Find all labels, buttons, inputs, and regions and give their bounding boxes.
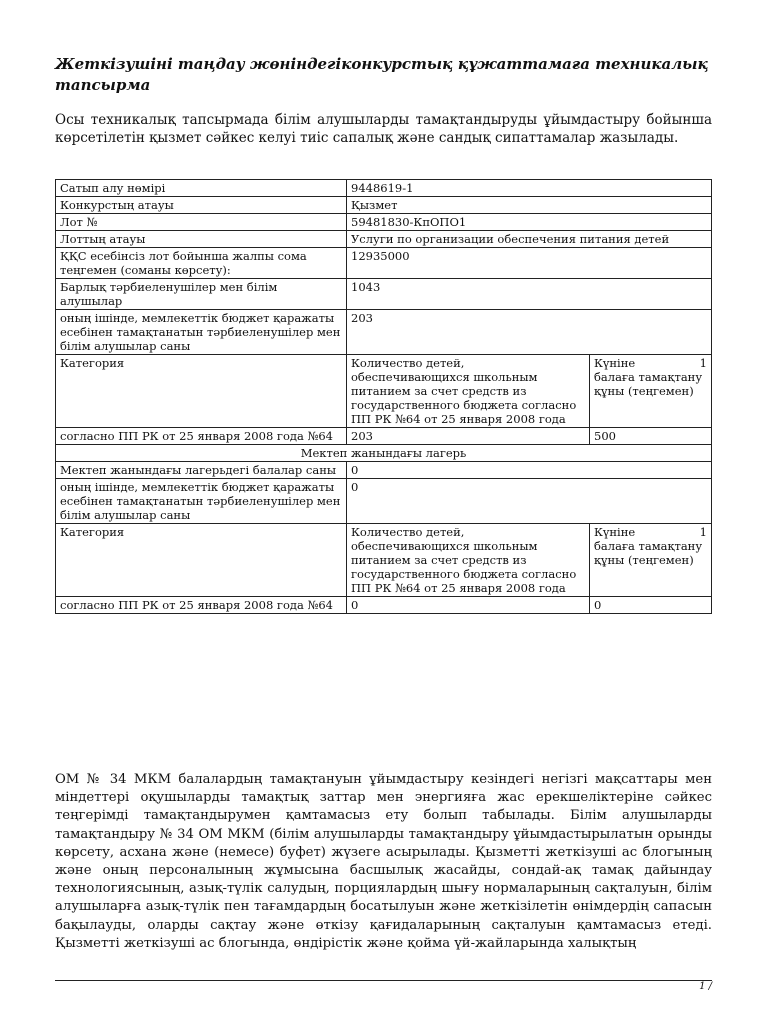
intro-paragraph: Осы техникалық тапсырмада білім алушыларды тамақтандыруды ұйымдастыру бойынша көрсетілетін қызмет сәйкес келуі тиіс сапалық және сандық сипаттамалар жазылады. — [55, 112, 712, 146]
category-cost-header — [590, 355, 712, 428]
table-row — [56, 597, 712, 614]
daily-label-b: 1 — [699, 356, 707, 370]
lot-name-value: Услуги по организации обеспечения питания детей — [347, 231, 712, 248]
table-row — [56, 479, 712, 524]
total-sum-label: ҚҚС есебінсіз лот бойынша жалпы сома теңгемен (соманы көрсету): — [56, 248, 347, 279]
daily-label-c: балаға тамақтану құны (теңгемен) — [594, 370, 703, 398]
category-row-label: согласно ПП РК от 25 января 2008 года №64 — [56, 428, 347, 445]
table-row — [56, 197, 712, 214]
table-row — [56, 279, 712, 310]
document-title: Жеткізушіні таңдау жөніндегіконкурстық құжаттамаға техникалық тапсырма — [55, 55, 709, 94]
camp-category-row-cost: 0 — [590, 597, 712, 614]
category-label: Категория — [56, 355, 347, 428]
table-row — [56, 231, 712, 248]
table-row — [56, 248, 712, 279]
contest-name-label: Конкурстың атауы — [56, 197, 347, 214]
category-row-count: 203 — [347, 428, 590, 445]
purchase-no-value: 9448619-1 — [347, 180, 712, 197]
table-row — [56, 214, 712, 231]
page-number: 1 / — [699, 981, 712, 992]
table-row — [56, 445, 712, 462]
table-row — [56, 462, 712, 479]
camp-daily-label-c: балаға тамақтану құны (теңгемен) — [594, 539, 703, 567]
body-paragraph: ОМ № 34 МКМ балалардың тамақтануын ұйымдастыру кезіндегі негізгі мақсаттары мен міндеттері оқушыларды тамақтық заттар мен энергияға жас ерекшеліктеріне сәйкес теңгерімді тамақтандырумен қамтамасыз ету болып табылады. Білім алушыларды тамақтандыру № 34 ОМ МКМ (білім алушыларды тамақтандыру ұйымдастырылатын орынды көрсету, асхана және (немесе) буфет) жүзеге асырылады. Қызметті жеткізуші ас блогының және оның персоналының жұмысына басшылық жасайды, сондай-ақ тамақ дайындау технологиясының, азық-түлік салудың, порциялардың шығу нормаларының сақталуын, білім алушыларға азық-түлік пен тағамдардың босатылуын және жеткізілетін өнімдердің сапасын бақылауды, оларды сақтау және өткізу қағидаларының сақталуын қамтамасыз етеді. Қызметті жеткізуші ас блогында, өндірістік және қойма үй-жайларында халықтың — [55, 772, 712, 951]
table-row — [56, 310, 712, 355]
table-row — [56, 180, 712, 197]
specification-table — [55, 179, 712, 614]
lot-name-label: Лоттың атауы — [56, 231, 347, 248]
lot-no-label: Лот № — [56, 214, 347, 231]
state-funded-label: оның ішінде, мемлекеттік бюджет қаражаты есебінен тамақтанатын тәрбиеленушілер мен білім алушылар саны — [56, 310, 347, 355]
camp-state-funded-value: 0 — [347, 479, 712, 524]
table-row — [56, 355, 712, 428]
camp-children-label: Мектеп жанындағы лагерьдегі балалар саны — [56, 462, 347, 479]
table-row — [56, 428, 712, 445]
camp-category-count-header: Количество детей, обеспечивающихся школьным питанием за счет средств из государственного бюджета согласно ПП РК №64 от 25 января 2008 года — [347, 524, 590, 597]
contest-name-value: Қызмет — [347, 197, 712, 214]
total-pupils-value: 1043 — [347, 279, 712, 310]
daily-label-a: Күніне — [594, 356, 636, 370]
lot-no-value: 59481830-КпОПО1 — [347, 214, 712, 231]
camp-children-value: 0 — [347, 462, 712, 479]
camp-category-label: Категория — [56, 524, 347, 597]
camp-category-cost-header — [590, 524, 712, 597]
camp-category-row-label: согласно ПП РК от 25 января 2008 года №64 — [56, 597, 347, 614]
purchase-no-label: Сатып алу нөмірі — [56, 180, 347, 197]
camp-daily-label-b: 1 — [699, 525, 707, 539]
camp-section-header: Мектеп жанындағы лагерь — [56, 445, 712, 462]
state-funded-value: 203 — [347, 310, 712, 355]
camp-state-funded-label: оның ішінде, мемлекеттік бюджет қаражаты есебінен тамақтанатын тәрбиеленушілер мен білім алушылар саны — [56, 479, 347, 524]
footer-divider — [55, 980, 712, 981]
total-sum-value: 12935000 — [347, 248, 712, 279]
total-pupils-label: Барлық тәрбиеленушілер мен білім алушылар — [56, 279, 347, 310]
table-row — [56, 524, 712, 597]
category-row-cost: 500 — [590, 428, 712, 445]
camp-daily-label-a: Күніне — [594, 525, 636, 539]
category-count-header: Количество детей, обеспечивающихся школьным питанием за счет средств из государственного бюджета согласно ПП РК №64 от 25 января 2008 года — [347, 355, 590, 428]
camp-category-row-count: 0 — [347, 597, 590, 614]
